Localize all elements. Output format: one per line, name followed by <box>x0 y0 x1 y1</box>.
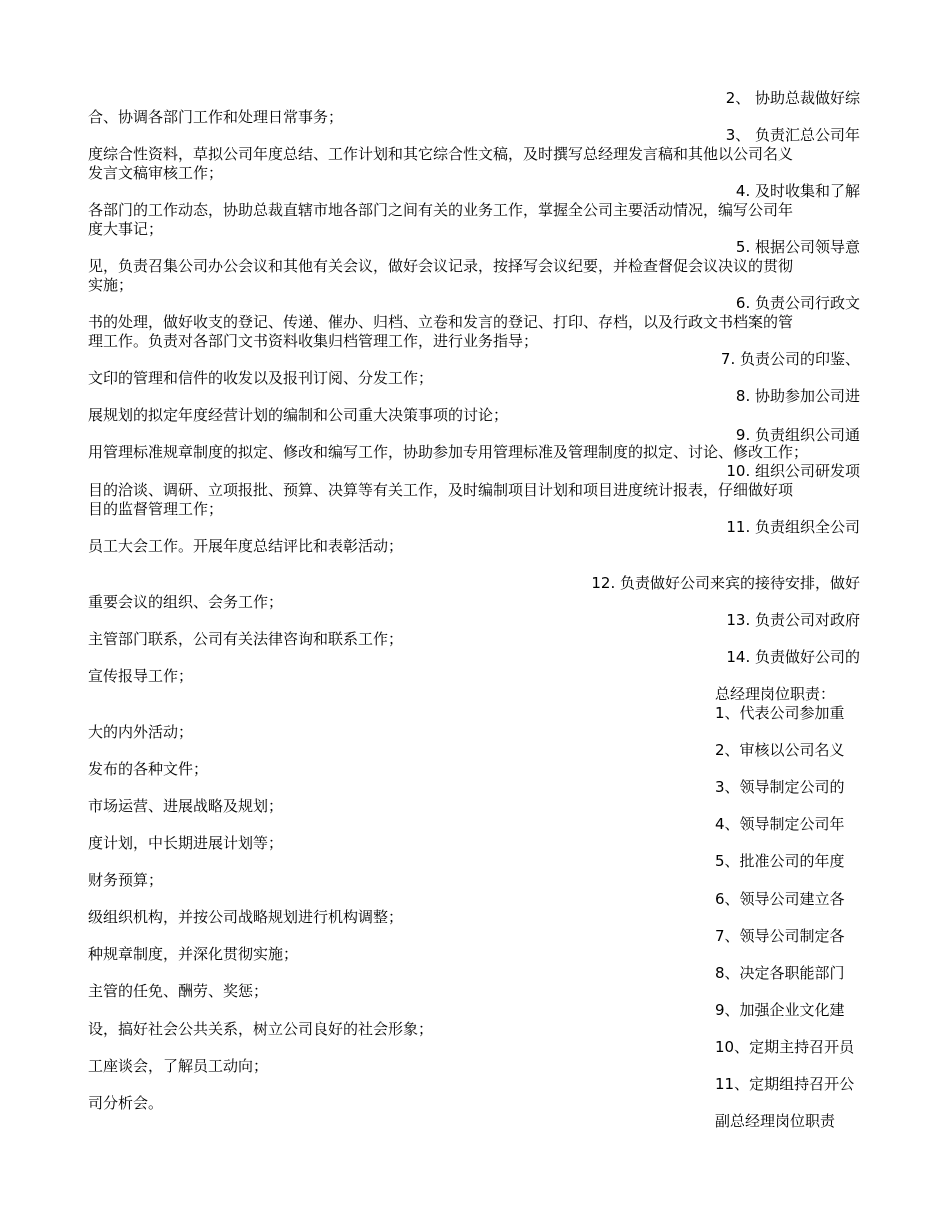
item-heading: 5、批准公司的年度 <box>715 852 845 870</box>
item-body-line: 见，负责召集公司办公会议和其他有关会议，做好会议记录，按择写会议纪要，并检查督促会议决议的贯彻 <box>88 257 794 275</box>
item-heading: 3、 负责汇总公司年 <box>725 126 860 144</box>
item-heading: 9. 负责组织公司通 <box>735 426 860 444</box>
item-body-line: 设，搞好社会公共关系，树立公司良好的社会形象； <box>88 1020 434 1038</box>
item-body-line: 目的洽谈、调研、立项报批、预算、决算等有关工作，及时编制项目计划和项目进度统计报表，仔细做好项 <box>88 481 794 499</box>
item-heading: 8、决定各职能部门 <box>715 964 845 982</box>
item-body-line: 各部门的工作动态，协助总裁直辖市地各部门之间有关的业务工作，掌握全公司主要活动情况，编写公司年 <box>88 201 794 219</box>
item-body-line: 文印的管理和信件的收发以及报刊订阅、分发工作； <box>88 369 434 387</box>
item-body-line: 书的处理，做好收支的登记、传递、催办、归档、立卷和发言的登记、打印、存档，以及行政文书档案的管 <box>88 313 794 331</box>
item-heading: 12. 负责做好公司来宾的接待安排，做好 <box>591 574 860 592</box>
item-heading: 11、定期组持召开公 <box>715 1075 855 1093</box>
item-heading: 1、代表公司参加重 <box>715 704 845 722</box>
item-heading: 4. 及时收集和了解 <box>735 182 860 200</box>
item-body-line: 主管的任免、酬劳、奖惩； <box>88 982 269 1000</box>
item-body-line: 级组织机构，并按公司战略规划进行机构调整； <box>88 908 404 926</box>
item-heading: 7、领导公司制定各 <box>715 927 845 945</box>
item-body-line: 度计划，中长期进展计划等； <box>88 834 284 852</box>
item-heading: 9、加强企业文化建 <box>715 1001 845 1019</box>
item-body-line: 工座谈会，了解员工动向； <box>88 1057 269 1075</box>
item-body-line: 财务预算； <box>88 871 164 889</box>
item-body-line: 发布的各种文件； <box>88 760 209 778</box>
item-body-line: 种规章制度，并深化贯彻实施； <box>88 945 299 963</box>
item-heading: 8. 协助参加公司进 <box>735 387 860 405</box>
item-heading: 11. 负责组织全公司 <box>726 518 860 536</box>
item-heading: 7. 负责公司的印鉴、 <box>720 350 860 368</box>
item-heading: 总经理岗位职责： <box>715 685 836 703</box>
item-heading: 14. 负责做好公司的 <box>726 648 860 666</box>
item-body-line: 主管部门联系，公司有关法律咨询和联系工作； <box>88 630 404 648</box>
item-body-line: 目的监督管理工作； <box>88 500 224 518</box>
item-heading: 10、定期主持召开员 <box>715 1038 855 1056</box>
item-body-line: 发言文稿审核工作； <box>88 164 224 182</box>
item-body-line: 用管理标准规章制度的拟定、修改和编写工作，协助参加专用管理标准及管理制度的拟定、讨论、修改工作； <box>88 443 809 461</box>
item-heading: 4、领导制定公司年 <box>715 815 845 833</box>
item-heading: 10. 组织公司研发项 <box>726 462 860 480</box>
item-heading: 2、审核以公司名义 <box>715 741 845 759</box>
item-heading: 副总经理岗位职责 <box>715 1112 836 1130</box>
item-body-line: 大的内外活动； <box>88 723 194 741</box>
item-heading: 6、领导公司建立各 <box>715 890 845 908</box>
item-body-line: 展规划的拟定年度经营计划的编制和公司重大决策事项的讨论； <box>88 406 509 424</box>
item-heading: 5. 根据公司领导意 <box>735 238 860 256</box>
item-body-line: 宣传报导工作； <box>88 667 194 685</box>
item-body-line: 市场运营、进展战略及规划； <box>88 797 284 815</box>
item-heading: 3、领导制定公司的 <box>715 778 845 796</box>
item-heading: 13. 负责公司对政府 <box>726 611 860 629</box>
item-heading: 6. 负责公司行政文 <box>735 294 860 312</box>
item-body-line: 理工作。负责对各部门文书资料收集归档管理工作，进行业务指导； <box>88 332 539 350</box>
item-body-line: 度大事记； <box>88 220 164 238</box>
item-heading: 2、 协助总裁做好综 <box>725 89 860 107</box>
item-body-line: 度综合性资料，草拟公司年度总结、工作计划和其它综合性文稿，及时撰写总经理发言稿和其他以公司名义 <box>88 145 794 163</box>
item-body-line: 合、协调各部门工作和处理日常事务； <box>88 108 344 126</box>
item-body-line: 员工大会工作。开展年度总结评比和表彰活动； <box>88 537 404 555</box>
item-body-line: 实施； <box>88 276 134 294</box>
item-body-line: 司分析会。 <box>88 1094 164 1112</box>
item-body-line: 重要会议的组织、会务工作； <box>88 593 284 611</box>
